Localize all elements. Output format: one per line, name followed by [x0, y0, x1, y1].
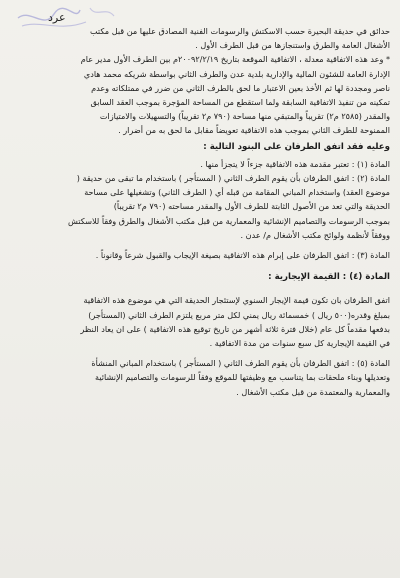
article-4-line: في القيمة الإيجارية كل سبع سنوات من مدة الاتفاقية . — [209, 338, 390, 349]
article-5-line: المادة (٥) : اتفق الطرفان بأن يقوم الطرف الثاني ( المستأجر ) باستخدام المباني المنشأة — [91, 358, 390, 369]
amendment-note-paragraph — [10, 52, 390, 137]
article-1 — [10, 157, 390, 171]
article-2-line: بموجب الرسومات والتصاميم الإنشائية والمعمارية من قبل مكتب الأشغال والطرق وفقاً للاسكتش — [67, 215, 390, 226]
article-2-line: الحديقة والتي تعد من الأصول الثابتة للطرف الأول والمقدر مساحته (٧٩٠ م٢ تقريباً) — [113, 201, 390, 212]
article-4-line: بدفعها مقدماً كل عام (خلال فترة ثلاثة أشهر من تاريخ توقيع هذه الاتفاقية ) على ان يعاد النظر — [80, 323, 390, 334]
article-2 — [10, 171, 390, 242]
note-line: ناصر ومجددة لها ثم الأخذ بعين الاعتبار ما لحق بالطرف الثاني من ضرر في ممتلكاته وعدم — [91, 82, 390, 93]
intro-paragraph — [10, 24, 390, 52]
article-2-line: موضوع العقد) واستخدام المباني المقامة من قبله أي ( الطرف الثاني) وتشغيلها على مساحة — [84, 187, 390, 198]
article-2-line: ووفقاً لأنظمة ولوائح مكتب الأشغال م/ عدن . — [240, 229, 390, 240]
intro-line: حدائق في حديقة البحيرة حسب الاسكتش والرسومات الفنية المصادق عليها من قبل مكتب — [89, 26, 390, 36]
article-4-line: بمبلغ وقدره(٥٠٠ ريال ) خمسمائة ريال يمني لكل متر مربع يلتزم الطرف الثاني (المستأجر) — [88, 309, 390, 320]
article-4 — [10, 293, 390, 350]
article-5-line: وتعديلها وبناء ملحقات بما يتناسب مع وظيفتها للموقع وفقاً للرسومات والتصاميم الإنشائية — [94, 372, 390, 383]
note-line: * وعد هذه الاتفاقية معدلة ، الاتفاقية الموقعة بتاريخ ٢٠٠٩٢/٢/١٩م بين الطرف الأول مدير عام — [80, 54, 390, 65]
note-line: الممنوحة للطرف الثاني بموجب هذه الاتفاقية تعويضاً مقابل ما لحق به من أضرار . — [118, 125, 390, 136]
document-body — [10, 24, 390, 399]
intro-line: الأشغال العامة والطرق واستنجازها من قبل الطرف الأول . — [195, 40, 390, 51]
article-1-text: المادة (١) : تعتبر مقدمة هذه الاتفاقية جزءاً لا يتجزأ منها . — [200, 158, 390, 169]
note-line: تمكينه من تنفيذ الاتفاقية السابقة ولما استقطع من المساحة المؤجرة بموجب العقد السابق — [90, 97, 390, 108]
article-5 — [10, 356, 390, 399]
agreement-heading: وعليه فقد اتفق الطرفان على البنود التالية : — [203, 141, 390, 152]
stamp-handwritten-text: عرد — [48, 11, 66, 24]
article-2-line: المادة (٢) : اتفق الطرفان بأن يقوم الطرف الثاني ( المستأجر ) باستخدام ما تبقى من حديقة ( — [76, 173, 390, 184]
article-3 — [10, 248, 390, 262]
article-5-line: والمعمارية والمعتمدة من قبل مكتب الأشغال . — [236, 386, 390, 397]
note-line: والمقدر (٢٥٨٥ م٢) تقريباً والمتبقي منها مساحة (٧٩٠ م٢ تقريباً) والتسهيلات والامتيازات — [99, 111, 390, 122]
article-3-text: المادة (٣) : اتفق الطرفان على إبرام هذه الاتفاقية بصيغة الإيجاب والقبول شرعاً وقانوناً . — [95, 250, 390, 261]
article-4-heading: المادة (٤) : القيمة الإيجارية : — [268, 272, 390, 283]
article-4-line: اتفق الطرفان بان تكون قيمة الإيجار السنوي لإستئجار الحديقة التي هي موضوع هذه الاتفاقية — [83, 295, 390, 306]
note-line: الإدارة العامة للشئون المالية والإدارية بلدية عدن والطرف الثاني بواسطة شريكه محمد هادي — [83, 68, 390, 79]
